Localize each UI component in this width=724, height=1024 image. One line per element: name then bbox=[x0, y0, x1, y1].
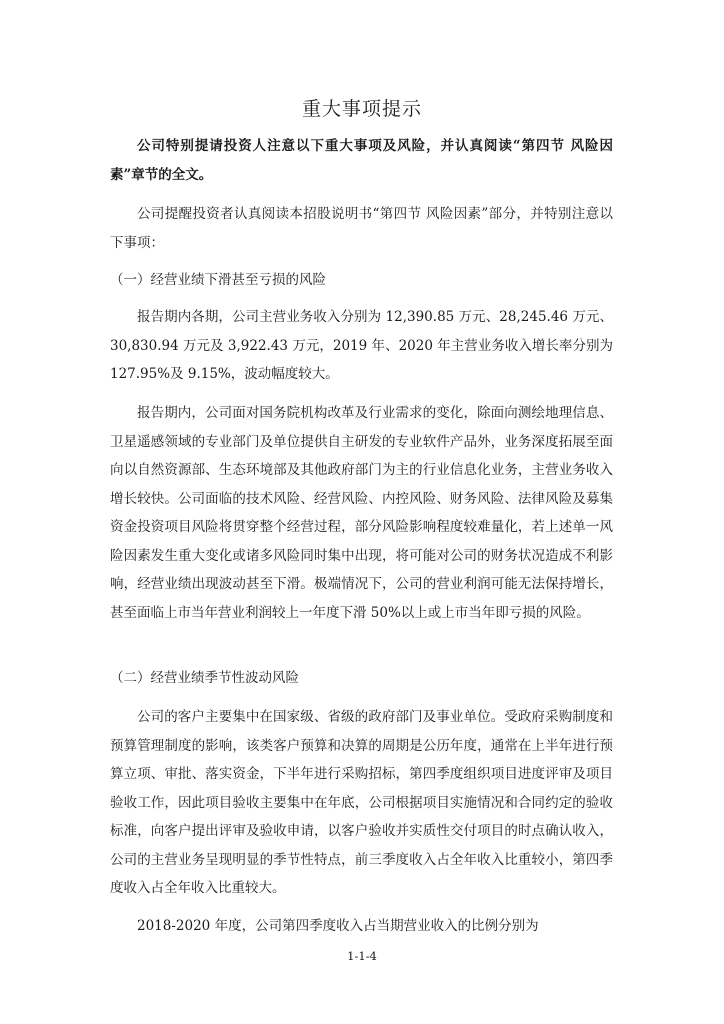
section-heading-performance-decline: （一）经营业绩下滑甚至亏损的风险 bbox=[110, 272, 326, 288]
revenue-paragraph: 报告期内各期，公司主营业务收入分别为 12,390.85 万元、28,245.46 万元、30,830.94 万元及 3,922.43 万元，2019 年、2020 年主营业务收入增长率分别为 127.95%及 9.15%，波动幅度较大。 bbox=[110, 309, 613, 382]
seasonal-paragraph: 公司的客户主要集中在国家级、省级的政府部门及事业单位。受政府采购制度和预算管理制度的影响，该类客户预算和决算的周期是公历年度，通常在上半年进行预算立项、审批、落实资金，下半年进行采购招标，第四季度组织项目进度评审及项目验收工作，因此项目验收主要集中在年底，公司根据项目实施情况和合同约定的验收标准，向客户提出评审及验收申请，以客户验收并实质性交付项目的时点确认收入，公司的主营业务呈现明显的季节性特点，前三季度收入占全年收入比重较小，第四季度收入占全年收入比重较大。 bbox=[110, 709, 613, 896]
page-title: 重大事项提示 bbox=[301, 98, 422, 120]
page-number: 1-1-4 bbox=[347, 949, 377, 963]
fourth-quarter-paragraph: 2018-2020 年度，公司第四季度收入占当期营业收入的比例分别为 bbox=[137, 918, 539, 934]
intro-paragraph: 公司提醒投资者认真阅读本招股说明书“第四节 风险因素”部分，并特别注意以下事项： bbox=[110, 206, 613, 251]
important-notice-paragraph: 公司特别提请投资人注意以下重大事项及风险，并认真阅读“第四节 风险因素”章节的全文。 bbox=[110, 138, 613, 183]
section-heading-seasonal-risk: （二）经营业绩季节性波动风险 bbox=[110, 670, 299, 686]
risk-paragraph: 报告期内，公司面对国务院机构改革及行业需求的变化，除面向测绘地理信息、卫星遥感领域的专业部门及单位提供自主研发的专业软件产品外，业务深度拓展至面向以自然资源部、生态环境部及其他政府部门为主的行业信息化业务，主营业务收入增长较快。公司面临的技术风险、经营风险、内控风险、财务风险、法律风险及募集资金投资项目风险将贯穿整个经营过程，部分风险影响程度较难量化，若上述单一风险因素发生重大变化或诸多风险同时集中出现，将可能对公司的财务状况造成不利影响，经营业绩出现波动甚至下滑。极端情况下，公司的营业利润可能无法保持增长，甚至面临上市当年营业利润较上一年度下滑 50%以上或上市当年即亏损的风险。 bbox=[110, 405, 613, 621]
